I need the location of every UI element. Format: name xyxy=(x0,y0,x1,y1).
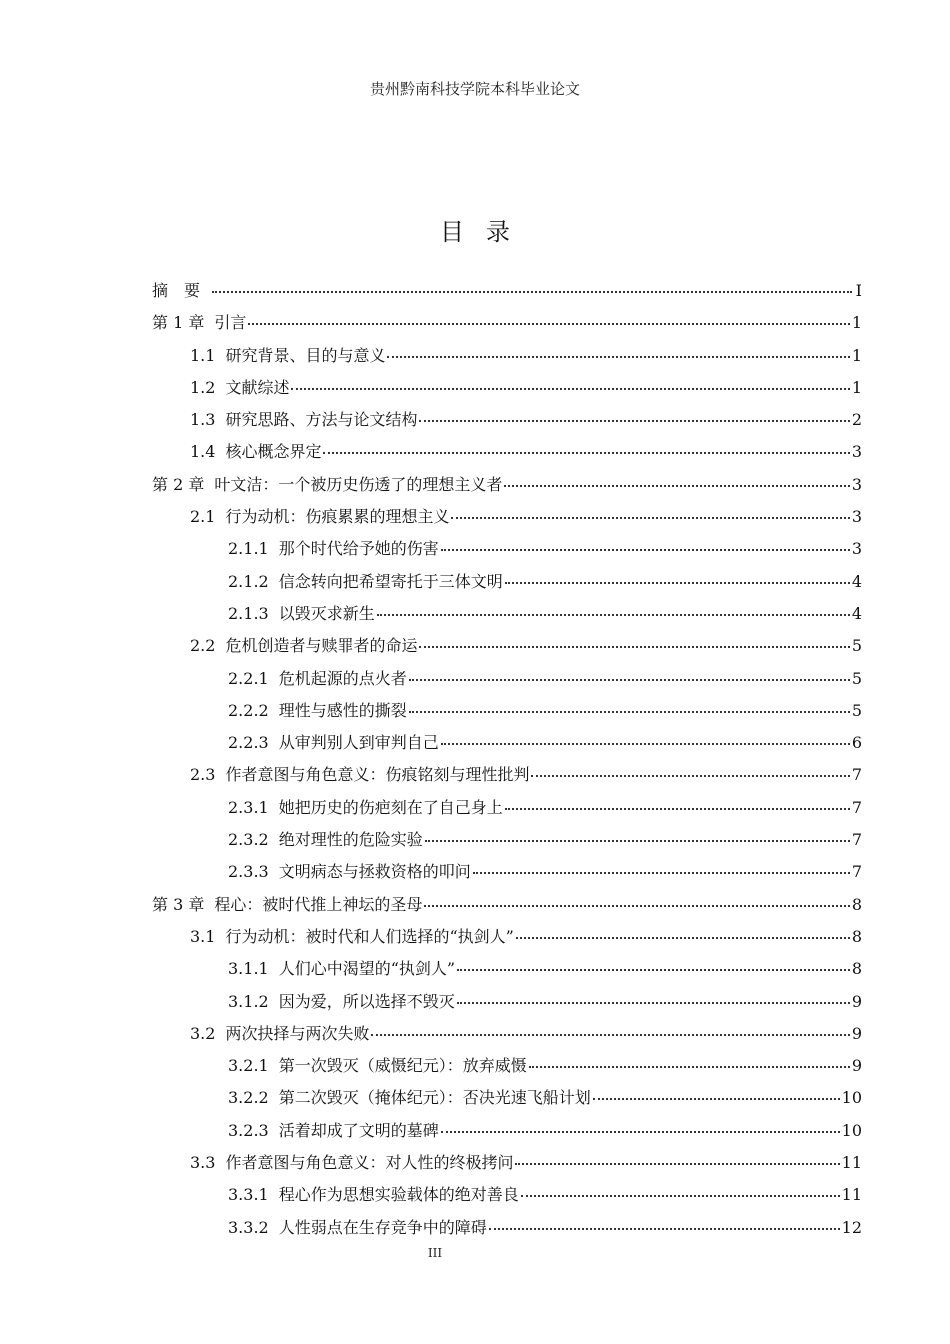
toc-dot-leader xyxy=(593,1097,840,1100)
toc-dot-leader xyxy=(419,419,849,422)
toc-dot-leader xyxy=(473,871,850,874)
toc-entry-page: 3 xyxy=(851,539,862,559)
toc-entry-page: 7 xyxy=(851,797,862,817)
toc-entry-title: 信念转向把希望寄托于三体文明 xyxy=(278,571,503,591)
toc-entry[interactable] xyxy=(152,859,862,891)
toc-entry-number: 2.2.2 xyxy=(228,700,269,720)
toc-dot-leader xyxy=(515,1162,839,1165)
toc-dot-leader xyxy=(387,355,849,358)
toc-entry-title: 作者意图与角色意义：对人性的终极拷问 xyxy=(225,1153,514,1173)
toc-entry-page: 8 xyxy=(851,926,862,946)
toc-entry-number: 3.1.1 xyxy=(228,959,269,979)
toc-entry[interactable] xyxy=(152,924,862,956)
page-number: III xyxy=(427,1246,443,1260)
toc-dot-leader xyxy=(441,548,850,551)
toc-entry-page: 6 xyxy=(851,733,862,753)
toc-entry-number: 3.3.2 xyxy=(228,1217,269,1237)
toc-entry-number: 1.1 xyxy=(190,345,216,365)
toc-entry-page: 3 xyxy=(851,442,862,462)
toc-dot-leader xyxy=(451,516,849,519)
toc-entry-number: 2.1.3 xyxy=(228,603,269,623)
toc-entry-page: 11 xyxy=(841,1153,862,1173)
toc-entry-title: 那个时代给予她的伤害 xyxy=(278,539,439,559)
toc-dot-leader xyxy=(529,1065,850,1068)
table-of-contents xyxy=(152,278,862,1247)
toc-entry-page: 4 xyxy=(851,571,862,591)
toc-entry-number: 第 2 章 xyxy=(152,474,205,494)
toc-entry-title: 危机创造者与赎罪者的命运 xyxy=(225,636,418,656)
toc-entry-page: 1 xyxy=(851,345,862,365)
toc-entry[interactable] xyxy=(152,762,862,794)
toc-entry[interactable] xyxy=(152,698,862,730)
toc-entry[interactable] xyxy=(152,1053,862,1085)
toc-entry-number: 3.2.3 xyxy=(228,1120,269,1140)
toc-dot-leader xyxy=(425,839,850,842)
toc-entry-title: 行为动机：伤痕累累的理想主义 xyxy=(225,507,450,527)
toc-dot-leader xyxy=(505,807,850,810)
toc-dot-leader xyxy=(441,1130,840,1133)
toc-entry[interactable] xyxy=(152,375,862,407)
toc-entry-page: 11 xyxy=(841,1185,862,1205)
toc-entry-number: 2.3.1 xyxy=(228,797,269,817)
toc-entry-title: 人们心中渴望的“执剑人” xyxy=(278,959,456,979)
toc-entry[interactable] xyxy=(152,569,862,601)
toc-entry-page: 1 xyxy=(851,313,862,333)
toc-entry[interactable] xyxy=(152,730,862,762)
toc-entry[interactable] xyxy=(152,892,862,924)
toc-dot-leader xyxy=(409,710,850,713)
toc-entry[interactable] xyxy=(152,439,862,471)
toc-entry[interactable] xyxy=(152,1021,862,1053)
toc-entry[interactable] xyxy=(152,666,862,698)
toc-dot-leader xyxy=(371,1033,849,1036)
toc-dot-leader xyxy=(323,451,849,454)
toc-entry[interactable] xyxy=(152,343,862,375)
running-header: 贵州黔南科技学院本科毕业论文 xyxy=(369,80,580,98)
toc-dot-leader xyxy=(248,322,849,325)
toc-entry-page: 10 xyxy=(841,1120,862,1140)
toc-entry-number: 摘 要 xyxy=(152,281,201,300)
toc-entry-number: 2.3.3 xyxy=(228,862,269,882)
toc-entry-number: 3.2.2 xyxy=(228,1088,269,1108)
toc-entry-page: 4 xyxy=(851,603,862,623)
toc-entry-title: 程心：被时代推上神坛的圣母 xyxy=(214,894,423,914)
toc-dot-leader xyxy=(516,936,850,939)
toc-dot-leader xyxy=(505,581,850,584)
toc-entry-page: 1 xyxy=(851,377,862,397)
toc-entry-page: 8 xyxy=(851,959,862,979)
toc-entry-title: 活着却成了文明的墓碑 xyxy=(278,1120,439,1140)
toc-entry-page: 7 xyxy=(851,862,862,882)
toc-entry-page: 2 xyxy=(851,410,862,430)
toc-entry-number: 3.2 xyxy=(190,1023,216,1043)
toc-entry[interactable] xyxy=(152,989,862,1021)
toc-entry-title: 引言 xyxy=(214,313,247,333)
toc-dot-leader xyxy=(521,1194,840,1197)
toc-entry-page: 5 xyxy=(851,668,862,688)
toc-entry-number: 2.1 xyxy=(190,507,216,527)
toc-entry-page: 7 xyxy=(851,830,862,850)
toc-entry-number: 第 3 章 xyxy=(152,894,205,914)
toc-entry-page: 9 xyxy=(851,1023,862,1043)
toc-entry[interactable] xyxy=(152,1182,862,1214)
toc-entry-title: 文明病态与拯救资格的叩问 xyxy=(278,862,471,882)
toc-dot-leader xyxy=(291,387,849,390)
toc-entry[interactable] xyxy=(152,1215,862,1247)
toc-entry-number: 2.3 xyxy=(190,765,216,785)
toc-dot-leader xyxy=(409,678,850,681)
toc-entry-page: 10 xyxy=(841,1088,862,1108)
toc-entry[interactable] xyxy=(152,956,862,988)
toc-entry-page: 8 xyxy=(851,894,862,914)
toc-entry-page: 7 xyxy=(851,765,862,785)
toc-entry-title: 第二次毁灭（掩体纪元）：否决光速飞船计划 xyxy=(278,1088,591,1108)
toc-entry-title: 文献综述 xyxy=(225,377,290,397)
toc-entry[interactable] xyxy=(152,278,862,310)
toc-dot-leader xyxy=(441,742,850,745)
toc-dot-leader xyxy=(531,774,849,777)
toc-entry[interactable] xyxy=(152,633,862,665)
toc-dot-leader xyxy=(457,1001,850,1004)
toc-entry[interactable] xyxy=(152,601,862,633)
toc-entry-title: 核心概念界定 xyxy=(225,442,322,462)
toc-entry-page: 3 xyxy=(851,474,862,494)
toc-entry[interactable] xyxy=(152,504,862,536)
toc-entry-title: 人性弱点在生存竞争中的障碍 xyxy=(278,1217,487,1237)
toc-entry-title: 绝对理性的危险实验 xyxy=(278,830,423,850)
toc-entry-number: 3.1.2 xyxy=(228,991,269,1011)
toc-entry-title: 因为爱，所以选择不毁灭 xyxy=(278,991,455,1011)
toc-entry-title: 从审判别人到审判自己 xyxy=(278,733,439,753)
toc-dot-leader xyxy=(424,904,849,907)
toc-entry[interactable] xyxy=(152,1118,862,1150)
toc-entry[interactable] xyxy=(152,1150,862,1182)
toc-entry-title: 作者意图与角色意义：伤痕铭刻与理性批判 xyxy=(225,765,530,785)
toc-dot-leader xyxy=(212,290,852,293)
toc-entry-title: 研究思路、方法与论文结构 xyxy=(225,410,418,430)
toc-entry-page: 12 xyxy=(841,1217,862,1237)
toc-entry-title: 行为动机：被时代和人们选择的“执剑人” xyxy=(225,926,514,946)
toc-entry-title: 叶文洁：一个被历史伤透了的理想主义者 xyxy=(214,474,503,494)
toc-entry[interactable] xyxy=(152,1085,862,1117)
toc-entry-page: 9 xyxy=(851,991,862,1011)
toc-title: 目录 xyxy=(440,218,532,246)
toc-entry-number: 2.3.2 xyxy=(228,830,269,850)
toc-entry[interactable] xyxy=(152,472,862,504)
toc-entry-page: 5 xyxy=(851,700,862,720)
toc-entry[interactable] xyxy=(152,795,862,827)
toc-entry-number: 2.2 xyxy=(190,636,216,656)
toc-entry-title: 危机起源的点火者 xyxy=(278,668,407,688)
toc-entry-number: 2.2.1 xyxy=(228,668,269,688)
toc-entry-number: 1.3 xyxy=(190,410,216,430)
toc-entry[interactable] xyxy=(152,310,862,342)
toc-entry-title: 两次抉择与两次失败 xyxy=(225,1023,370,1043)
toc-dot-leader xyxy=(377,613,850,616)
toc-entry-number: 1.2 xyxy=(190,377,216,397)
toc-dot-leader xyxy=(419,645,849,648)
toc-entry-number: 3.3.1 xyxy=(228,1185,269,1205)
toc-entry-page: 3 xyxy=(851,507,862,527)
toc-entry-number: 1.4 xyxy=(190,442,216,462)
toc-entry-title: 她把历史的伤疤刻在了自己身上 xyxy=(278,797,503,817)
toc-entry-number: 2.1.1 xyxy=(228,539,269,559)
toc-entry-number: 3.2.1 xyxy=(228,1056,269,1076)
toc-entry-number: 2.1.2 xyxy=(228,571,269,591)
toc-entry[interactable] xyxy=(152,407,862,439)
toc-dot-leader xyxy=(489,1227,840,1230)
toc-dot-leader xyxy=(457,968,850,971)
toc-dot-leader xyxy=(504,484,849,487)
toc-entry-title: 以毁灭求新生 xyxy=(278,603,375,623)
toc-entry-title: 研究背景、目的与意义 xyxy=(225,345,386,365)
toc-entry-page: 9 xyxy=(851,1056,862,1076)
toc-entry-number: 3.3 xyxy=(190,1153,216,1173)
toc-entry[interactable] xyxy=(152,536,862,568)
toc-entry-number: 2.2.3 xyxy=(228,733,269,753)
toc-entry-title: 程心作为思想实验载体的绝对善良 xyxy=(278,1185,519,1205)
toc-entry-number: 第 1 章 xyxy=(152,313,205,333)
toc-entry-number: 3.1 xyxy=(190,926,216,946)
toc-entry-title: 第一次毁灭（威慑纪元）：放弃威慑 xyxy=(278,1056,527,1076)
toc-entry-page: I xyxy=(855,281,862,300)
toc-entry[interactable] xyxy=(152,827,862,859)
toc-entry-title: 理性与感性的撕裂 xyxy=(278,700,407,720)
toc-entry-page: 5 xyxy=(851,636,862,656)
